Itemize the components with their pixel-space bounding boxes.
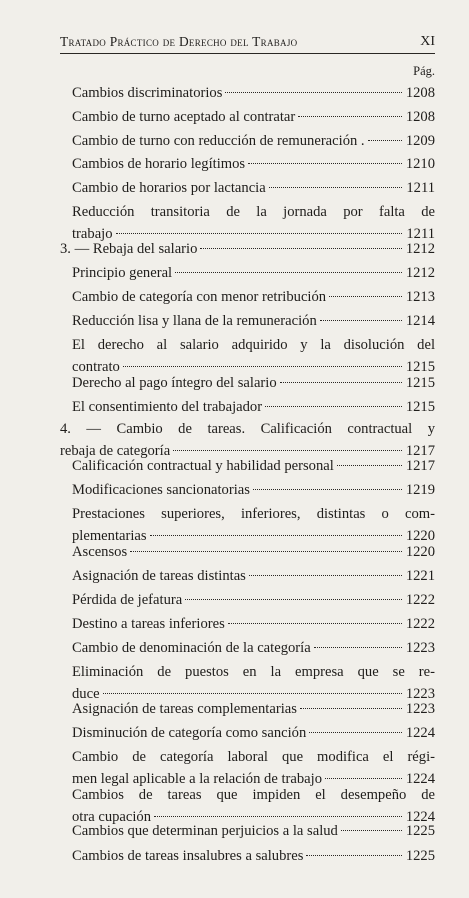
toc-entry-title: Asignación de tareas distintas xyxy=(72,568,246,584)
toc-entry-title: plementarias xyxy=(72,528,147,544)
toc-entry-lastline xyxy=(72,177,435,199)
toc-entry xyxy=(72,541,435,563)
toc-entry-page: 1225 xyxy=(405,823,435,839)
toc-entry-title: Modificaciones sancionatorias xyxy=(72,482,250,498)
toc-entry xyxy=(72,479,435,501)
toc-entry xyxy=(72,820,435,842)
toc-entry xyxy=(72,637,435,659)
toc-entry-title: Derecho al pago íntegro del salario xyxy=(72,375,277,391)
page-number: XI xyxy=(420,34,435,49)
toc-entry-title: Cambio de turno con reducción de remuneración . xyxy=(72,133,365,149)
dot-leader xyxy=(280,382,402,383)
toc-entry-line: Cambios de tareas que impiden el desempeño de xyxy=(72,787,435,803)
toc-entry-lastline xyxy=(72,130,435,152)
toc-entry-title: Cambios que determinan perjuicios a la salud xyxy=(72,823,338,839)
toc-entry-page: 1211 xyxy=(406,226,435,242)
dot-leader xyxy=(228,623,402,624)
toc-entry-page: 1215 xyxy=(405,399,435,415)
toc-entry-title: otra cupación xyxy=(72,809,152,825)
dot-leader xyxy=(314,647,402,648)
toc-entry-title: trabajo xyxy=(72,226,113,242)
toc-entry-line: 4. — Cambio de tareas. Calificación contractual y xyxy=(60,421,435,437)
toc-entry xyxy=(72,589,435,611)
toc-entry xyxy=(72,845,435,867)
toc-entry-page: 1223 xyxy=(405,640,435,656)
toc-entry-page: 1214 xyxy=(405,313,435,329)
toc-entry-title: Cambios discriminatorios xyxy=(72,85,223,101)
dot-leader xyxy=(368,140,402,141)
toc-entry-page: 1223 xyxy=(405,686,435,702)
toc-entry xyxy=(72,613,435,635)
dot-leader xyxy=(154,816,402,817)
toc-entry-title: 3. — Rebaja del salario xyxy=(60,241,198,257)
toc-entry-line: Reducción transitoria de la jornada por falta de xyxy=(72,204,435,220)
toc-entry xyxy=(72,262,435,284)
toc-entry-page: 1224 xyxy=(405,809,435,825)
toc-entry-page: 1219 xyxy=(405,482,435,498)
toc-entry-page: 1211 xyxy=(406,180,435,196)
toc-entry-title: Asignación de tareas complementarias xyxy=(72,701,297,717)
toc-entry-title: Cambios de horario legítimos xyxy=(72,156,246,172)
dot-leader xyxy=(123,366,402,367)
toc-entry-lastline xyxy=(72,286,435,308)
toc-entry-title: Disminución de categoría como sanción xyxy=(72,725,307,741)
dot-leader xyxy=(253,489,402,490)
toc-entry-page: 1225 xyxy=(405,848,435,864)
toc-entry-title: Cambio de turno aceptado al contratar xyxy=(72,109,296,125)
toc-entry-lastline xyxy=(72,541,435,563)
dot-leader xyxy=(103,693,402,694)
toc-entry-title: Cambios de tareas insalubres a salubres xyxy=(72,848,304,864)
toc-entry-title: Calificación contractual y habilidad personal xyxy=(72,458,334,474)
toc-entry-title: Cambio de categoría con menor retribución xyxy=(72,289,327,305)
toc-entry-lastline xyxy=(72,479,435,501)
toc-entry-page: 1217 xyxy=(405,458,435,474)
toc-entry-page: 1224 xyxy=(405,771,435,787)
toc-entry-lastline xyxy=(72,82,435,104)
toc-entry-title: Reducción lisa y llana de la remuneración xyxy=(72,313,317,329)
toc-entry xyxy=(72,286,435,308)
toc-entry-lastline xyxy=(72,455,435,477)
dot-leader xyxy=(325,778,402,779)
toc-entry-line: Prestaciones superiores, inferiores, distintas o com- xyxy=(72,506,435,522)
dot-leader xyxy=(306,855,401,856)
toc-entry-lastline xyxy=(72,396,435,418)
dot-leader xyxy=(265,406,402,407)
toc-entry-page: 1220 xyxy=(405,528,435,544)
toc-entry xyxy=(72,130,435,152)
toc-entry-lastline xyxy=(72,262,435,284)
dot-leader xyxy=(130,551,402,552)
dot-leader xyxy=(329,296,402,297)
toc-entry-page: 1213 xyxy=(405,289,435,305)
toc-entry-title: men legal aplicable a la relación de trabajo xyxy=(72,771,322,787)
dot-leader xyxy=(269,187,403,188)
toc-entry xyxy=(72,722,435,744)
toc-entry-page: 1222 xyxy=(405,592,435,608)
toc-entry-page: 1222 xyxy=(405,616,435,632)
toc-entry-page: 1212 xyxy=(405,265,435,281)
toc-entry-title: Ascensos xyxy=(72,544,128,560)
toc-entry xyxy=(72,310,435,332)
dot-leader xyxy=(300,708,402,709)
toc-entry-line: El derecho al salario adquirido y la disolución del xyxy=(72,337,435,353)
toc-entry xyxy=(72,396,435,418)
toc-entry-lastline xyxy=(72,565,435,587)
toc-entry-lastline xyxy=(72,820,435,842)
toc-entry-page: 1220 xyxy=(405,544,435,560)
toc-entry-title: Cambio de denominación de la categoría xyxy=(72,640,311,656)
toc-entry xyxy=(72,698,435,720)
toc-entry-line: Eliminación de puestos en la empresa que se re- xyxy=(72,664,435,680)
dot-leader xyxy=(298,116,402,117)
toc-entry-title: Principio general xyxy=(72,265,173,281)
page-column-label: Pág. xyxy=(413,64,435,78)
toc-entry-page: 1217 xyxy=(405,443,435,459)
toc-entry-title: rebaja de categoría xyxy=(60,443,171,459)
toc-entry-line: Cambio de categoría laboral que modifica el régi- xyxy=(72,749,435,765)
dot-leader xyxy=(249,575,402,576)
toc-entry-page: 1212 xyxy=(405,241,435,257)
toc-entry-page: 1208 xyxy=(405,85,435,101)
dot-leader xyxy=(150,535,402,536)
toc-entry-page: 1208 xyxy=(405,109,435,125)
toc-entry-page: 1223 xyxy=(405,701,435,717)
toc-entry-lastline xyxy=(72,845,435,867)
toc-entry-lastline xyxy=(72,698,435,720)
toc-entry-title: duce xyxy=(72,686,100,702)
toc-entry-lastline xyxy=(72,613,435,635)
toc-entry-title: Pérdida de jefatura xyxy=(72,592,183,608)
dot-leader xyxy=(320,320,402,321)
toc-entry xyxy=(72,455,435,477)
toc-entry-title: Cambio de horarios por lactancia xyxy=(72,180,266,196)
toc-entry-lastline xyxy=(72,722,435,744)
toc-entry-page: 1215 xyxy=(405,359,435,375)
toc-entry-title: El consentimiento del trabajador xyxy=(72,399,263,415)
dot-leader xyxy=(116,233,403,234)
toc-entry-lastline xyxy=(72,589,435,611)
dot-leader xyxy=(200,248,401,249)
toc-entry-lastline xyxy=(72,153,435,175)
running-title: Tratado Práctico de Derecho del Trabajo xyxy=(60,34,298,49)
dot-leader xyxy=(248,163,402,164)
toc-entry xyxy=(72,565,435,587)
toc-entry-page: 1215 xyxy=(405,375,435,391)
dot-leader xyxy=(309,732,402,733)
toc-entry-title: Destino a tareas inferiores xyxy=(72,616,225,632)
toc-entry xyxy=(72,177,435,199)
toc-entry-lastline xyxy=(72,637,435,659)
dot-leader xyxy=(185,599,402,600)
toc-entry xyxy=(72,372,435,394)
toc-entry-lastline xyxy=(60,238,435,260)
toc-entry-page: 1224 xyxy=(405,725,435,741)
dot-leader xyxy=(341,830,402,831)
toc-entry-page: 1221 xyxy=(405,568,435,584)
toc-entry xyxy=(72,153,435,175)
toc-entry-lastline xyxy=(72,310,435,332)
toc-entry-lastline xyxy=(72,372,435,394)
toc-entry-lastline xyxy=(72,106,435,128)
toc-entry xyxy=(72,106,435,128)
dot-leader xyxy=(225,92,401,93)
toc-entry-page: 1209 xyxy=(405,133,435,149)
dot-leader xyxy=(337,465,402,466)
toc-entry-title: contrato xyxy=(72,359,120,375)
toc-entry xyxy=(60,238,435,260)
dot-leader xyxy=(173,450,402,451)
dot-leader xyxy=(175,272,402,273)
toc-entry-page: 1210 xyxy=(405,156,435,172)
toc-entry xyxy=(72,82,435,104)
